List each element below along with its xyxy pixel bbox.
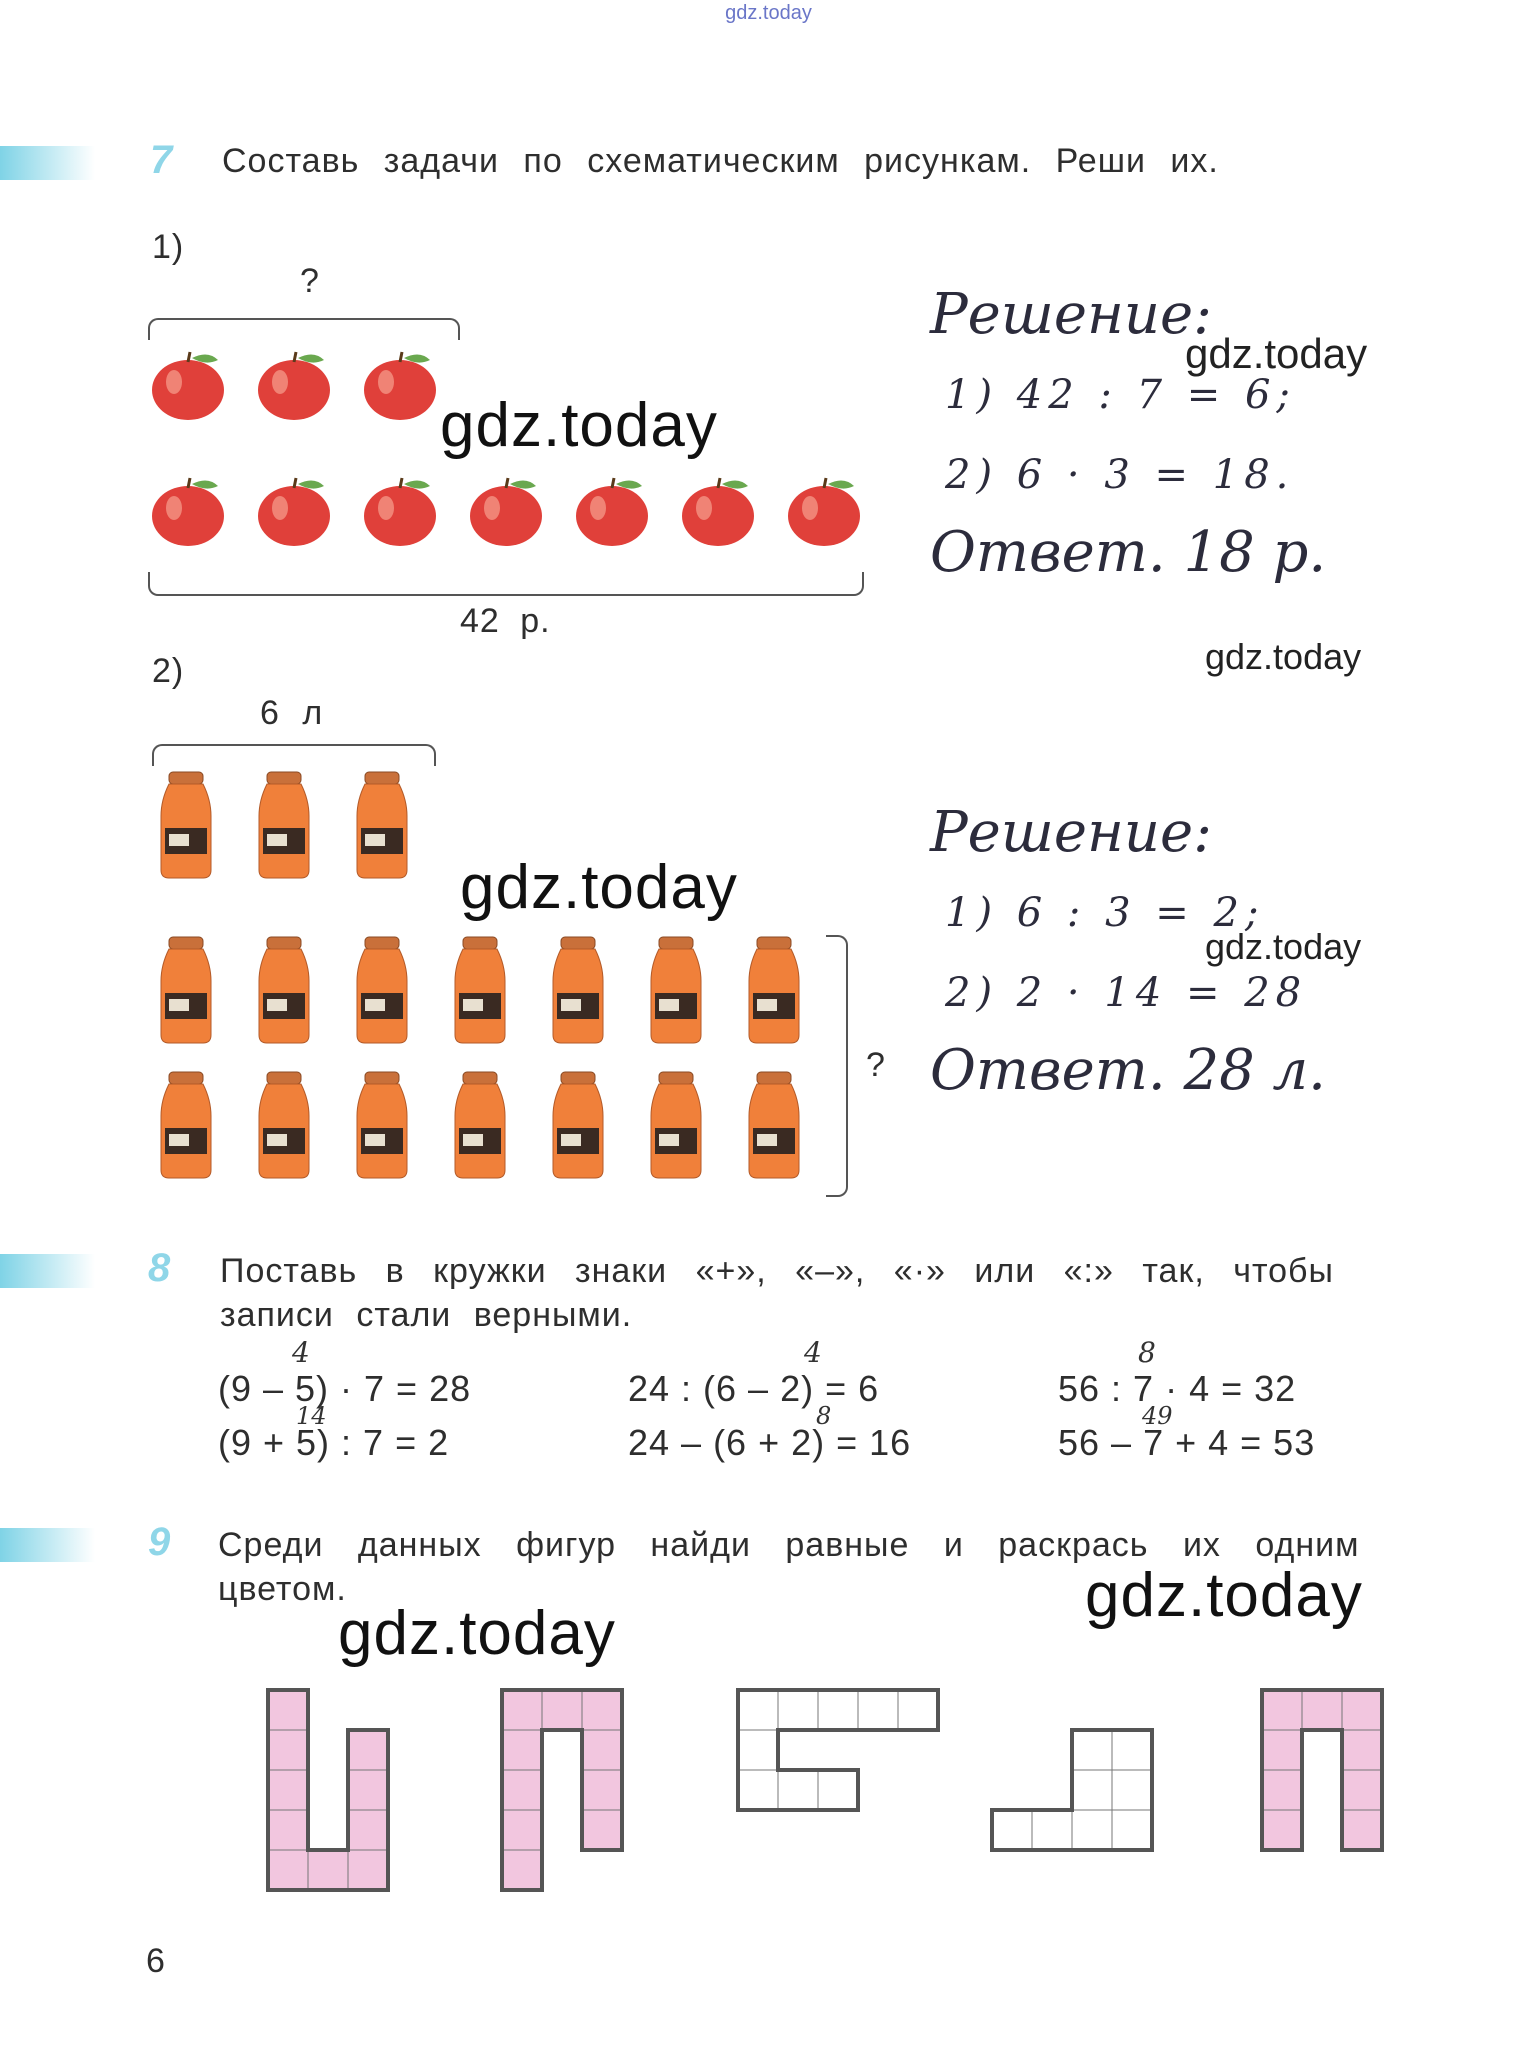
solution-1-heading: Решение: — [930, 282, 1212, 347]
watermark: gdz.today — [460, 853, 738, 922]
watermark: gdz.today — [1205, 636, 1362, 677]
part-1-bottom-label: 42 р. — [460, 602, 551, 640]
solution-1-step-1: 1) 42 : 7 = 6; — [945, 372, 1296, 418]
part-2-label: 2) — [152, 652, 185, 690]
solution-2-step-1: 1) 6 : 3 = 2; — [945, 890, 1265, 936]
figure-2 — [502, 1690, 622, 1890]
task-8-number: 8 — [148, 1246, 171, 1290]
solution-1-answer: Ответ. 18 р. — [930, 520, 1327, 585]
equation-hint: 4 — [292, 1336, 310, 1369]
solution-2-heading: Решение: — [930, 800, 1212, 865]
equation: (9 + 5) : 7 = 2 — [218, 1422, 450, 1463]
task-8-line-2: записи стали верными. — [220, 1296, 633, 1334]
solution-2-step-2: 2) 2 · 14 = 28 — [945, 970, 1308, 1016]
watermark: gdz.today — [1085, 1561, 1363, 1630]
equation-hint: 4 — [804, 1336, 822, 1369]
watermark: gdz.today — [1205, 926, 1362, 967]
watermark: gdz.today — [338, 1599, 616, 1668]
solution-2-answer: Ответ. 28 л. — [930, 1038, 1326, 1103]
part-2-top-label: 6 л — [260, 694, 324, 732]
equation-hint: 14 — [296, 1402, 327, 1430]
watermark: gdz.today — [440, 391, 718, 460]
task-9-line-2: цветом. — [218, 1570, 347, 1608]
task-7-number: 7 — [150, 138, 173, 182]
figure-1 — [268, 1690, 388, 1890]
part-1-question: ? — [300, 262, 320, 300]
figure-4 — [992, 1730, 1152, 1850]
equation-hint: 8 — [1138, 1336, 1156, 1369]
equation: 24 : (6 – 2) = 6 — [628, 1368, 880, 1409]
equation: 56 – 7 + 4 = 53 — [1058, 1422, 1316, 1463]
equation: 56 : 7 · 4 = 32 — [1058, 1368, 1297, 1409]
page-number: 6 — [146, 1942, 166, 1980]
equation: 24 – (6 + 2) = 16 — [628, 1422, 912, 1463]
equation: (9 – 5) · 7 = 28 — [218, 1368, 472, 1409]
figure-5 — [1262, 1690, 1382, 1850]
task-7-text: Составь задачи по схематическим рисункам. Реши их. — [222, 142, 1219, 180]
task-8-line-1: Поставь в кружки знаки «+», «–», «·» или «:» так, чтобы — [220, 1252, 1334, 1290]
task-9-line-1: Среди данных фигур найди равные и раскрась их одним — [218, 1526, 1360, 1564]
task-9-number: 9 — [148, 1520, 171, 1564]
part-1-label: 1) — [152, 228, 185, 266]
equation-hint: 8 — [816, 1402, 832, 1430]
equation-hint: 49 — [1142, 1402, 1173, 1430]
figure-3 — [738, 1690, 938, 1810]
watermark: gdz.today — [1185, 330, 1368, 377]
solution-1-step-2: 2) 6 · 3 = 18. — [945, 452, 1295, 498]
top-watermark: gdz.today — [725, 2, 812, 24]
part-2-question: ? — [866, 1046, 886, 1084]
